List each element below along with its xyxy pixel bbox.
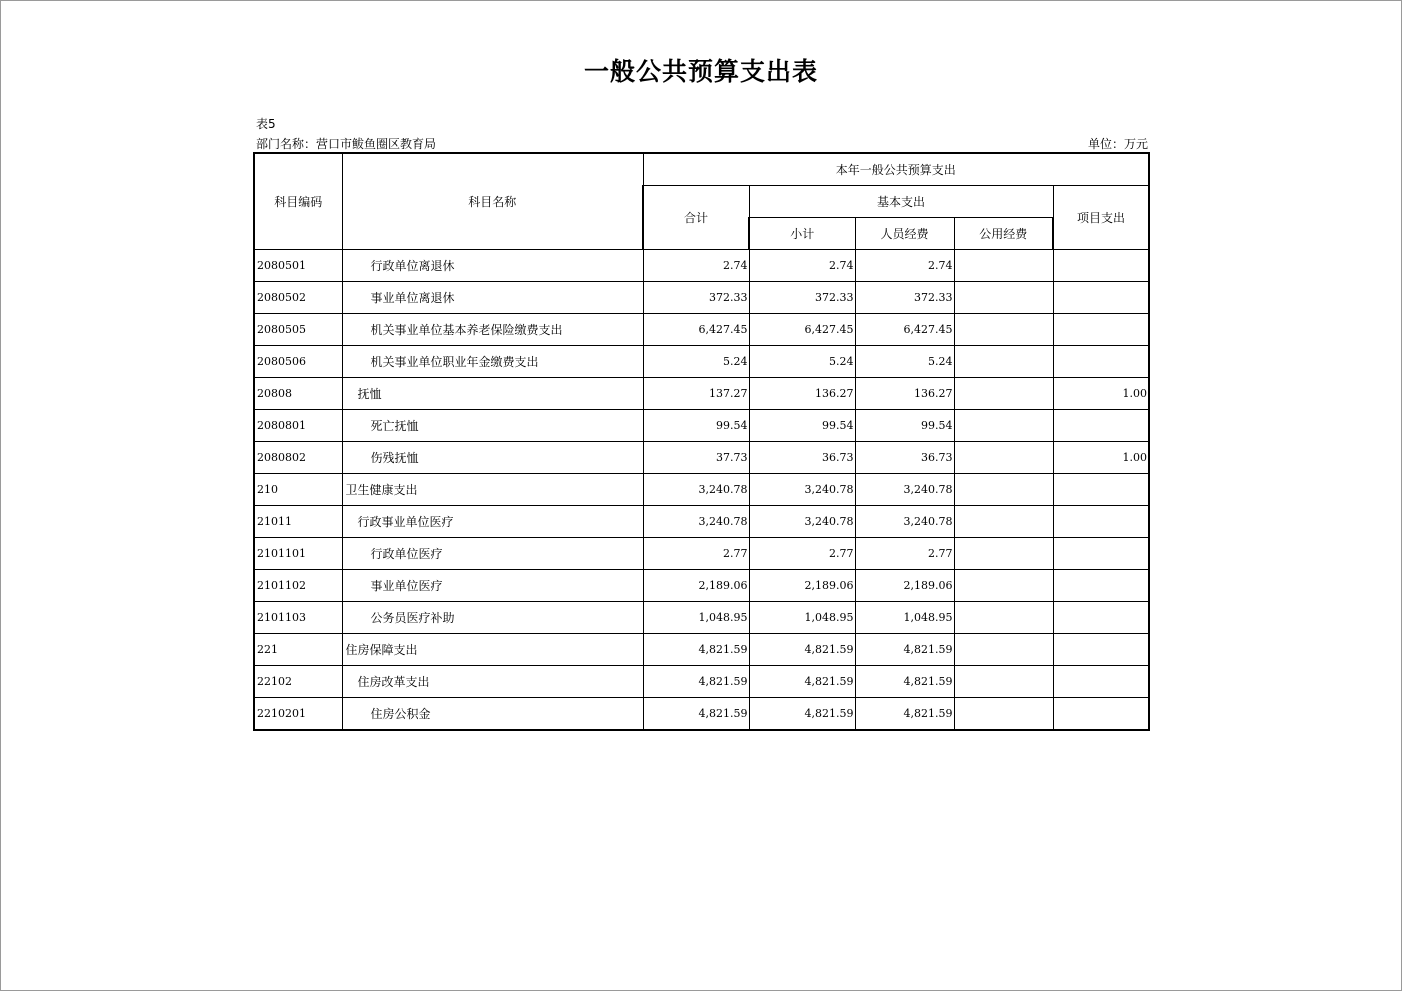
row-total: 2.77 xyxy=(643,538,749,570)
row-name: 卫生健康支出 xyxy=(342,474,643,506)
row-public xyxy=(954,506,1053,538)
row-personnel: 99.54 xyxy=(855,410,954,442)
table-row xyxy=(254,314,1149,346)
row-personnel: 6,427.45 xyxy=(855,314,954,346)
row-total: 2.74 xyxy=(643,250,749,282)
header-code: 科目编码 xyxy=(254,153,342,250)
row-project xyxy=(1053,282,1149,314)
row-project xyxy=(1053,346,1149,378)
table-row xyxy=(254,474,1149,506)
budget-table xyxy=(253,152,1150,731)
row-total: 372.33 xyxy=(643,282,749,314)
row-subtotal: 5.24 xyxy=(749,346,855,378)
row-code: 2101103 xyxy=(254,602,342,634)
row-total: 99.54 xyxy=(643,410,749,442)
table-row xyxy=(254,538,1149,570)
row-code: 2210201 xyxy=(254,698,342,731)
row-name: 行政事业单位医疗 xyxy=(342,506,643,538)
row-code: 221 xyxy=(254,634,342,666)
row-code: 2101101 xyxy=(254,538,342,570)
row-public xyxy=(954,474,1053,506)
row-public xyxy=(954,698,1053,731)
row-subtotal: 99.54 xyxy=(749,410,855,442)
unit-label: 单位：万元 xyxy=(1087,137,1148,151)
row-public xyxy=(954,570,1053,602)
row-personnel: 136.27 xyxy=(855,378,954,410)
table-row xyxy=(254,698,1149,731)
table-row xyxy=(254,410,1149,442)
row-personnel: 2.77 xyxy=(855,538,954,570)
row-total: 6,427.45 xyxy=(643,314,749,346)
row-personnel: 1,048.95 xyxy=(855,602,954,634)
row-public xyxy=(954,314,1053,346)
row-code: 2080506 xyxy=(254,346,342,378)
row-total: 137.27 xyxy=(643,378,749,410)
row-name: 住房保障支出 xyxy=(342,634,643,666)
header-subtotal: 小计 xyxy=(749,218,855,250)
row-personnel: 4,821.59 xyxy=(855,698,954,731)
row-project xyxy=(1053,250,1149,282)
row-name: 伤残抚恤 xyxy=(342,442,643,474)
row-subtotal: 2.77 xyxy=(749,538,855,570)
row-project xyxy=(1053,506,1149,538)
table-row xyxy=(254,442,1149,474)
table-row xyxy=(254,634,1149,666)
row-name: 住房公积金 xyxy=(342,698,643,731)
row-project xyxy=(1053,634,1149,666)
row-code: 2080502 xyxy=(254,282,342,314)
table-row xyxy=(254,666,1149,698)
row-personnel: 5.24 xyxy=(855,346,954,378)
row-name: 公务员医疗补助 xyxy=(342,602,643,634)
header-public: 公用经费 xyxy=(954,218,1053,250)
table-body xyxy=(254,250,1149,731)
row-personnel: 2,189.06 xyxy=(855,570,954,602)
row-code: 22102 xyxy=(254,666,342,698)
row-personnel: 372.33 xyxy=(855,282,954,314)
header-name: 科目名称 xyxy=(342,153,643,250)
row-project xyxy=(1053,474,1149,506)
row-name: 死亡抚恤 xyxy=(342,410,643,442)
row-public xyxy=(954,378,1053,410)
row-code: 210 xyxy=(254,474,342,506)
row-name: 机关事业单位基本养老保险缴费支出 xyxy=(342,314,643,346)
row-public xyxy=(954,250,1053,282)
header-personnel: 人员经费 xyxy=(855,218,954,250)
row-personnel: 2.74 xyxy=(855,250,954,282)
row-name: 事业单位医疗 xyxy=(342,570,643,602)
table-row xyxy=(254,602,1149,634)
row-total: 1,048.95 xyxy=(643,602,749,634)
table-row xyxy=(254,570,1149,602)
row-code: 2101102 xyxy=(254,570,342,602)
header-group: 本年一般公共预算支出 xyxy=(643,153,1149,186)
row-subtotal: 36.73 xyxy=(749,442,855,474)
row-subtotal: 3,240.78 xyxy=(749,506,855,538)
row-personnel: 36.73 xyxy=(855,442,954,474)
row-project xyxy=(1053,570,1149,602)
table-row xyxy=(254,250,1149,282)
row-subtotal: 4,821.59 xyxy=(749,698,855,731)
row-code: 20808 xyxy=(254,378,342,410)
row-total: 3,240.78 xyxy=(643,506,749,538)
row-project xyxy=(1053,602,1149,634)
table-row xyxy=(254,346,1149,378)
row-project xyxy=(1053,698,1149,731)
table-row xyxy=(254,378,1149,410)
row-subtotal: 1,048.95 xyxy=(749,602,855,634)
row-name: 事业单位离退休 xyxy=(342,282,643,314)
row-project xyxy=(1053,314,1149,346)
table-row xyxy=(254,506,1149,538)
row-public xyxy=(954,602,1053,634)
row-project xyxy=(1053,666,1149,698)
row-name: 行政单位离退休 xyxy=(342,250,643,282)
row-subtotal: 3,240.78 xyxy=(749,474,855,506)
row-total: 4,821.59 xyxy=(643,666,749,698)
row-personnel: 3,240.78 xyxy=(855,506,954,538)
row-code: 2080505 xyxy=(254,314,342,346)
row-subtotal: 4,821.59 xyxy=(749,634,855,666)
row-subtotal: 6,427.45 xyxy=(749,314,855,346)
row-project: 1.00 xyxy=(1053,442,1149,474)
row-project: 1.00 xyxy=(1053,378,1149,410)
table-number: 表5 xyxy=(256,117,276,131)
row-project xyxy=(1053,538,1149,570)
row-subtotal: 372.33 xyxy=(749,282,855,314)
row-name: 机关事业单位职业年金缴费支出 xyxy=(342,346,643,378)
header-project: 项目支出 xyxy=(1053,186,1149,250)
row-public xyxy=(954,346,1053,378)
row-public xyxy=(954,410,1053,442)
department-label: 部门名称：营口市鲅鱼圈区教育局 xyxy=(256,137,437,151)
row-code: 2080501 xyxy=(254,250,342,282)
row-total: 4,821.59 xyxy=(643,698,749,731)
row-personnel: 3,240.78 xyxy=(855,474,954,506)
row-code: 2080802 xyxy=(254,442,342,474)
row-total: 5.24 xyxy=(643,346,749,378)
table-header xyxy=(254,153,1149,250)
row-total: 2,189.06 xyxy=(643,570,749,602)
table-row xyxy=(254,282,1149,314)
header-total: 合计 xyxy=(643,186,749,250)
row-personnel: 4,821.59 xyxy=(855,634,954,666)
row-public xyxy=(954,442,1053,474)
row-code: 21011 xyxy=(254,506,342,538)
row-total: 4,821.59 xyxy=(643,634,749,666)
row-subtotal: 2.74 xyxy=(749,250,855,282)
row-total: 37.73 xyxy=(643,442,749,474)
row-public xyxy=(954,666,1053,698)
row-name: 住房改革支出 xyxy=(342,666,643,698)
row-total: 3,240.78 xyxy=(643,474,749,506)
document-title: 一般公共预算支出表 xyxy=(583,57,818,86)
row-subtotal: 136.27 xyxy=(749,378,855,410)
row-name: 抚恤 xyxy=(342,378,643,410)
row-personnel: 4,821.59 xyxy=(855,666,954,698)
header-basic: 基本支出 xyxy=(749,186,1053,218)
row-public xyxy=(954,538,1053,570)
row-project xyxy=(1053,410,1149,442)
row-code: 2080801 xyxy=(254,410,342,442)
row-public xyxy=(954,282,1053,314)
row-subtotal: 2,189.06 xyxy=(749,570,855,602)
row-name: 行政单位医疗 xyxy=(342,538,643,570)
row-public xyxy=(954,634,1053,666)
row-subtotal: 4,821.59 xyxy=(749,666,855,698)
